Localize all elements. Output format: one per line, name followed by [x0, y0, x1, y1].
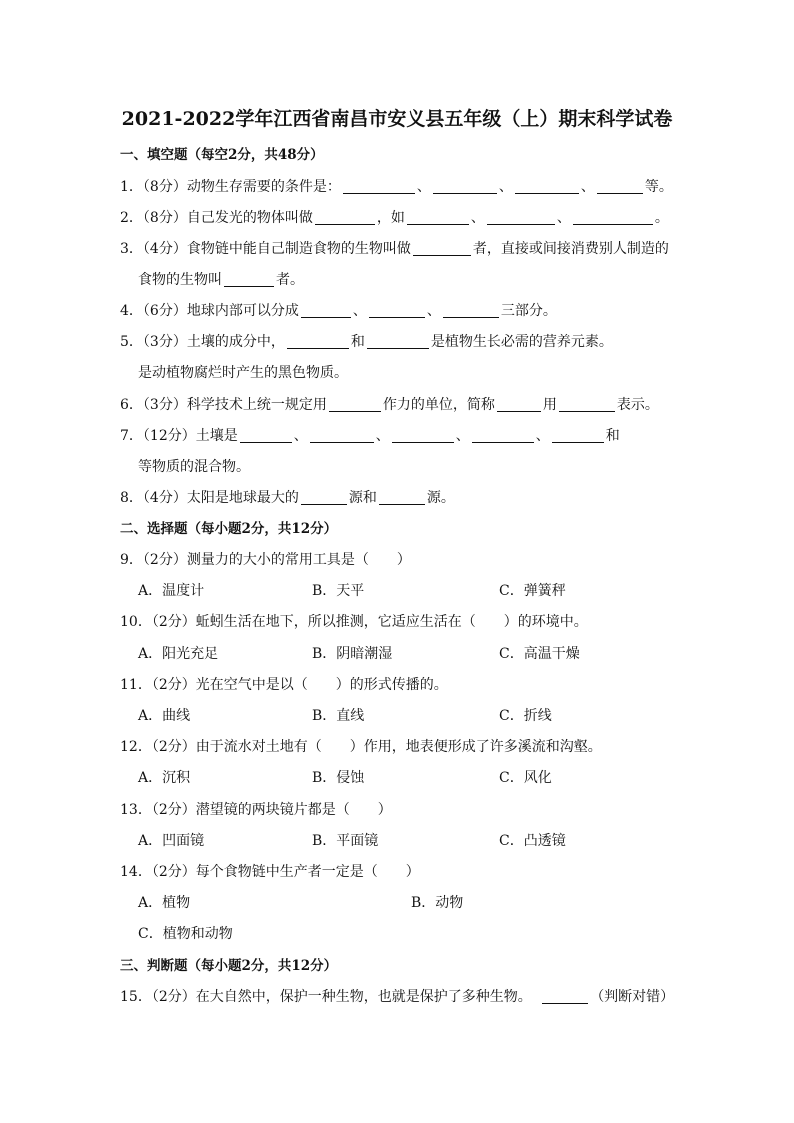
option-c[interactable]: C．折线: [499, 708, 552, 724]
option-a[interactable]: A．凹面镜: [138, 833, 205, 849]
option-b[interactable]: B．动物: [411, 895, 464, 911]
question-text: 源和: [348, 490, 377, 506]
answer-blank[interactable]: [597, 179, 643, 194]
question-7: [120, 427, 620, 445]
answer-blank[interactable]: [552, 428, 604, 443]
question-number: 4．（6分）: [120, 303, 187, 319]
option-a[interactable]: A．曲线: [138, 708, 191, 724]
question-text: 和: [605, 428, 620, 444]
answer-blank[interactable]: [497, 397, 541, 412]
question-13: 13．（2分）潜望镜的两块镜片都是（ ）: [120, 802, 392, 818]
answer-blank[interactable]: [443, 303, 499, 318]
question-8: [120, 489, 455, 507]
answer-blank[interactable]: [369, 303, 425, 318]
answer-blank[interactable]: [433, 179, 497, 194]
question-5-continued: 是动植物腐烂时产生的黑色物质。: [138, 365, 348, 381]
separator: 、: [293, 428, 308, 444]
exam-title: 2021-2022学年江西省南昌市安义县五年级（上）期末科学试卷: [121, 108, 673, 130]
separator: 、: [426, 303, 441, 319]
answer-blank[interactable]: [301, 303, 351, 318]
separator: 、: [470, 210, 485, 226]
answer-blank[interactable]: [301, 490, 347, 505]
separator: 、: [416, 179, 431, 195]
separator: 、: [556, 210, 571, 226]
question-text: 太阳是地球最大的: [186, 490, 299, 506]
separator: 、: [498, 179, 513, 195]
option-b[interactable]: B．直线: [312, 708, 365, 724]
question-text: （判断对错）: [590, 989, 675, 1005]
answer-blank[interactable]: [310, 428, 374, 443]
question-number: 6．（3分）: [120, 397, 187, 413]
question-number: 2．（8分）: [120, 210, 187, 226]
question-15: [120, 988, 674, 1006]
question-text: 作力的单位，简称: [382, 397, 495, 413]
question-number: 1．（8分）: [120, 179, 187, 195]
answer-blank[interactable]: [472, 428, 534, 443]
option-a[interactable]: A．阳光充足: [138, 646, 219, 662]
separator: 、: [580, 179, 595, 195]
option-c[interactable]: C．植物和动物: [138, 926, 233, 942]
question-text: 食物的生物叫: [138, 272, 222, 288]
answer-blank[interactable]: [573, 210, 653, 225]
answer-blank[interactable]: [542, 989, 588, 1004]
answer-blank[interactable]: [367, 334, 429, 349]
question-14: 14．（2分）每个食物链中生产者一定是（ ）: [120, 864, 420, 880]
answer-blank[interactable]: [379, 490, 425, 505]
option-c[interactable]: C．弹簧秤: [499, 583, 566, 599]
option-c[interactable]: C．风化: [499, 770, 552, 786]
question-text: 者。: [276, 272, 304, 288]
question-12: 12．（2分）由于流水对土地有（ ）作用，地表便形成了许多溪流和沟壑。: [120, 739, 602, 755]
answer-blank[interactable]: [413, 241, 471, 256]
question-10: 10．（2分）蚯蚓生活在地下，所以推测，它适应生活在（ ）的环境中。: [120, 614, 588, 630]
question-text: 表示。: [616, 397, 659, 413]
answer-blank[interactable]: [329, 397, 381, 412]
question-11: 11．（2分）光在空气中是以（ ）的形式传播的。: [120, 677, 448, 693]
question-5: [120, 333, 613, 351]
answer-blank[interactable]: [240, 428, 292, 443]
answer-blank[interactable]: [224, 272, 274, 287]
answer-blank[interactable]: [392, 428, 454, 443]
option-a[interactable]: A．温度计: [138, 583, 205, 599]
question-text: 等。: [644, 179, 673, 195]
question-number: 8．（4分）: [120, 490, 187, 506]
option-a[interactable]: A．沉积: [138, 770, 191, 786]
question-text: 。: [654, 210, 669, 226]
question-text: 是植物生长必需的营养元素。: [430, 334, 613, 350]
question-number: 5．（3分）: [120, 334, 187, 350]
question-text: 自己发光的物体叫做: [186, 210, 313, 226]
answer-blank[interactable]: [487, 210, 555, 225]
option-b[interactable]: B．侵蚀: [312, 770, 365, 786]
question-text: 地球内部可以分成: [186, 303, 299, 319]
question-3: [120, 240, 669, 258]
question-7-continued: 等物质的混合物。: [138, 459, 250, 475]
answer-blank[interactable]: [407, 210, 469, 225]
separator: 、: [455, 428, 470, 444]
question-text: 者，直接或间接消费别人制造的: [472, 241, 669, 257]
question-4: [120, 302, 557, 320]
question-2: [120, 209, 669, 227]
question-text: 15．（2分）在大自然中，保护一种生物，也就是保护了多种生物。: [120, 989, 532, 1005]
answer-blank[interactable]: [559, 397, 615, 412]
question-text: 土壤的成分中，: [186, 334, 285, 350]
question-text: 动物生存需要的条件是：: [186, 179, 341, 195]
section-judgement-heading: 三、判断题（每小题2分，共12分）: [120, 958, 338, 974]
question-1: [120, 178, 673, 196]
question-text: ，如: [376, 210, 405, 226]
question-3-continued: [138, 271, 304, 289]
question-number: 7．（12分）: [120, 428, 196, 444]
question-text: 源。: [426, 490, 455, 506]
question-text: 和: [350, 334, 365, 350]
answer-blank[interactable]: [515, 179, 579, 194]
section-choice-heading: 二、选择题（每小题2分，共12分）: [120, 521, 338, 537]
question-text: 土壤是: [195, 428, 238, 444]
separator: 、: [375, 428, 390, 444]
question-text: 三部分。: [500, 303, 557, 319]
section-fill-in-heading: 一、填空题（每空2分，共48分）: [120, 147, 324, 163]
option-c[interactable]: C．凸透镜: [499, 833, 566, 849]
question-9: 9．（2分）测量力的大小的常用工具是（ ）: [120, 552, 411, 568]
question-text: 科学技术上统一规定用: [186, 397, 327, 413]
question-text: 食物链中能自己制造食物的生物叫做: [186, 241, 411, 257]
option-b[interactable]: B．阴暗潮湿: [312, 646, 393, 662]
option-b[interactable]: B．平面镜: [312, 833, 379, 849]
option-b[interactable]: B．天平: [312, 583, 365, 599]
question-number: 3．（4分）: [120, 241, 187, 257]
separator: 、: [352, 303, 367, 319]
answer-blank[interactable]: [315, 210, 375, 225]
answer-blank[interactable]: [343, 179, 415, 194]
question-text: 用: [542, 397, 557, 413]
option-a[interactable]: A．植物: [138, 895, 191, 911]
option-c[interactable]: C．高温干燥: [499, 646, 580, 662]
separator: 、: [535, 428, 550, 444]
answer-blank[interactable]: [287, 334, 349, 349]
question-6: [120, 396, 659, 414]
